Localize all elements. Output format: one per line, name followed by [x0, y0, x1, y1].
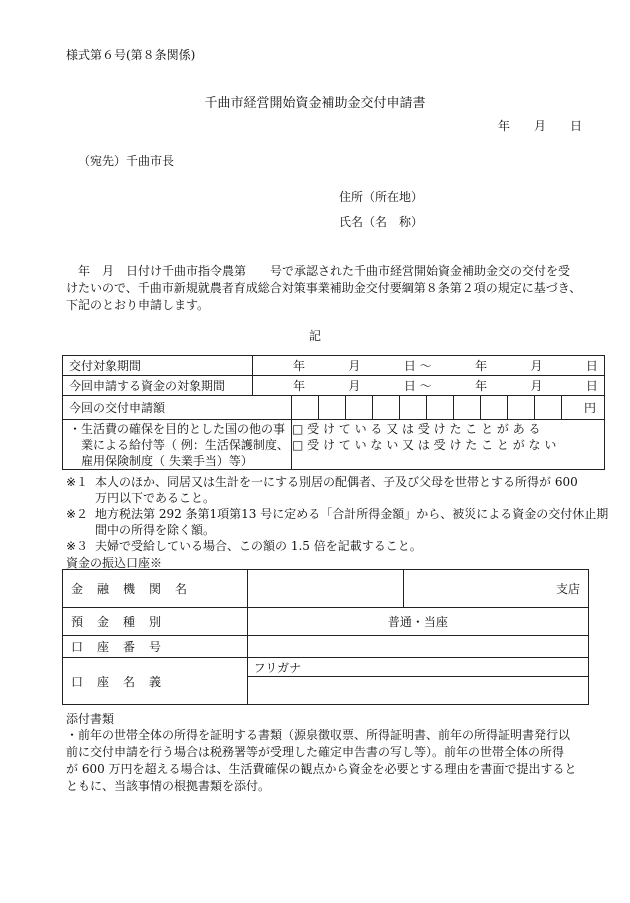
- amount-digit-cell[interactable]: [400, 396, 427, 420]
- deposit-type-label: 預 金 種 別: [63, 608, 248, 636]
- benefit-options: [292, 420, 605, 470]
- amount-digit-cell[interactable]: [373, 396, 400, 420]
- amount-digit-cell[interactable]: [292, 396, 319, 420]
- current-period-label: 今回申請する資金の対象期間: [63, 376, 253, 396]
- address-label: 住所（所在地）: [339, 190, 424, 204]
- intro-line: 年 月 日付け千曲市指令農第 号で承認された千曲市経営開始資金補助金交の交付を受: [66, 264, 571, 278]
- intro-paragraph: [66, 263, 581, 314]
- amount-digit-cell[interactable]: [481, 396, 508, 420]
- period-range[interactable]: 年 月 日 〜 年 月 日: [253, 356, 605, 376]
- date-line: 年 月 日: [498, 119, 583, 133]
- amount-digit-cell[interactable]: [427, 396, 454, 420]
- benefit-option-received[interactable]: □ 受 け て い る 又 は 受 け た こ と が あ る: [292, 422, 541, 436]
- document-title: 千曲市経営開始資金補助金交付申請書: [204, 96, 426, 111]
- furigana-field[interactable]: [247, 658, 588, 677]
- bank-account-heading: 資金の振込口座※: [66, 556, 163, 570]
- account-number-field[interactable]: [247, 636, 588, 658]
- ki-heading: 記: [308, 329, 321, 343]
- intro-line: けたいので、千曲市新規就農者育成総合対策事業補助金交付要綱第８条第２項の規定に基づき、: [66, 281, 582, 295]
- note-1: ※１ 本人のほか、同居又は生計を一にする別居の配偶者、子及び父母を世帯とする所得が 600 万円以下であること。: [66, 475, 578, 505]
- amount-digit-cell[interactable]: [319, 396, 346, 420]
- amount-digit-cell[interactable]: [535, 396, 562, 420]
- bank-name-label: 金 融 機 関 名: [63, 570, 248, 608]
- branch-label: 支店: [555, 582, 580, 596]
- bank-name-field[interactable]: [247, 570, 404, 608]
- application-table: [62, 355, 605, 470]
- yen-unit: 円: [562, 396, 605, 420]
- deposit-type-value[interactable]: 普通・当座: [247, 608, 588, 636]
- furigana-label: フリガナ: [253, 660, 302, 675]
- current-period-range[interactable]: 年 月 日 〜 年 月 日: [253, 376, 605, 396]
- intro-line: 下記のとおり申請します。: [66, 298, 210, 312]
- bank-account-table: [62, 569, 589, 705]
- name-label: 氏名（名 称）: [339, 215, 424, 229]
- period-label: 交付対象期間: [63, 356, 253, 376]
- amount-digit-cell[interactable]: [454, 396, 481, 420]
- attachments-heading: 添付書類: [66, 712, 115, 726]
- benefit-label: ・生活費の確保を目的とした国の他の事 業による給付等（ 例：生活保護制度、 雇用保険制度（ 失業手当）等）: [63, 420, 292, 470]
- amount-digit-cell[interactable]: [346, 396, 373, 420]
- account-number-label: 口 座 番 号: [63, 636, 248, 658]
- branch-field[interactable]: [404, 570, 589, 608]
- form-number: 様式第６号(第８条関係): [66, 48, 196, 62]
- amount-label: 今回の交付申請額: [63, 396, 292, 420]
- note-2: ※２ 地方税法第 292 条第1項第13 号に定める「合計所得金額」から、被災による資金の交付休止期 間中の所得を除く額。: [66, 507, 609, 537]
- addressee: （宛先）千曲市長: [78, 154, 175, 168]
- account-holder-field[interactable]: [247, 677, 588, 705]
- attachments-text: ・前年の世帯全体の所得を証明する書類（源泉徴収票、所得証明書、前年の所得証明書発行以 前に交付申請を行う場合は税務署等が受理した確定申告書の写し等）。前年の世帯全体の所得 が 600 万円を超える場合は、生活費確保の観点から資金を必要とする理由を書面で提出すると ともに、当該事情の根拠書類を添付。: [66, 728, 577, 793]
- account-holder-label: 口 座 名 義: [63, 658, 248, 705]
- note-3: ※３ 夫婦で受給している場合、この額の 1.5 倍を記載すること。: [66, 539, 422, 553]
- amount-digit-cell[interactable]: [508, 396, 535, 420]
- benefit-option-not-received[interactable]: □ 受 け て い な い 又 は 受 け た こ と が な い: [292, 438, 557, 452]
